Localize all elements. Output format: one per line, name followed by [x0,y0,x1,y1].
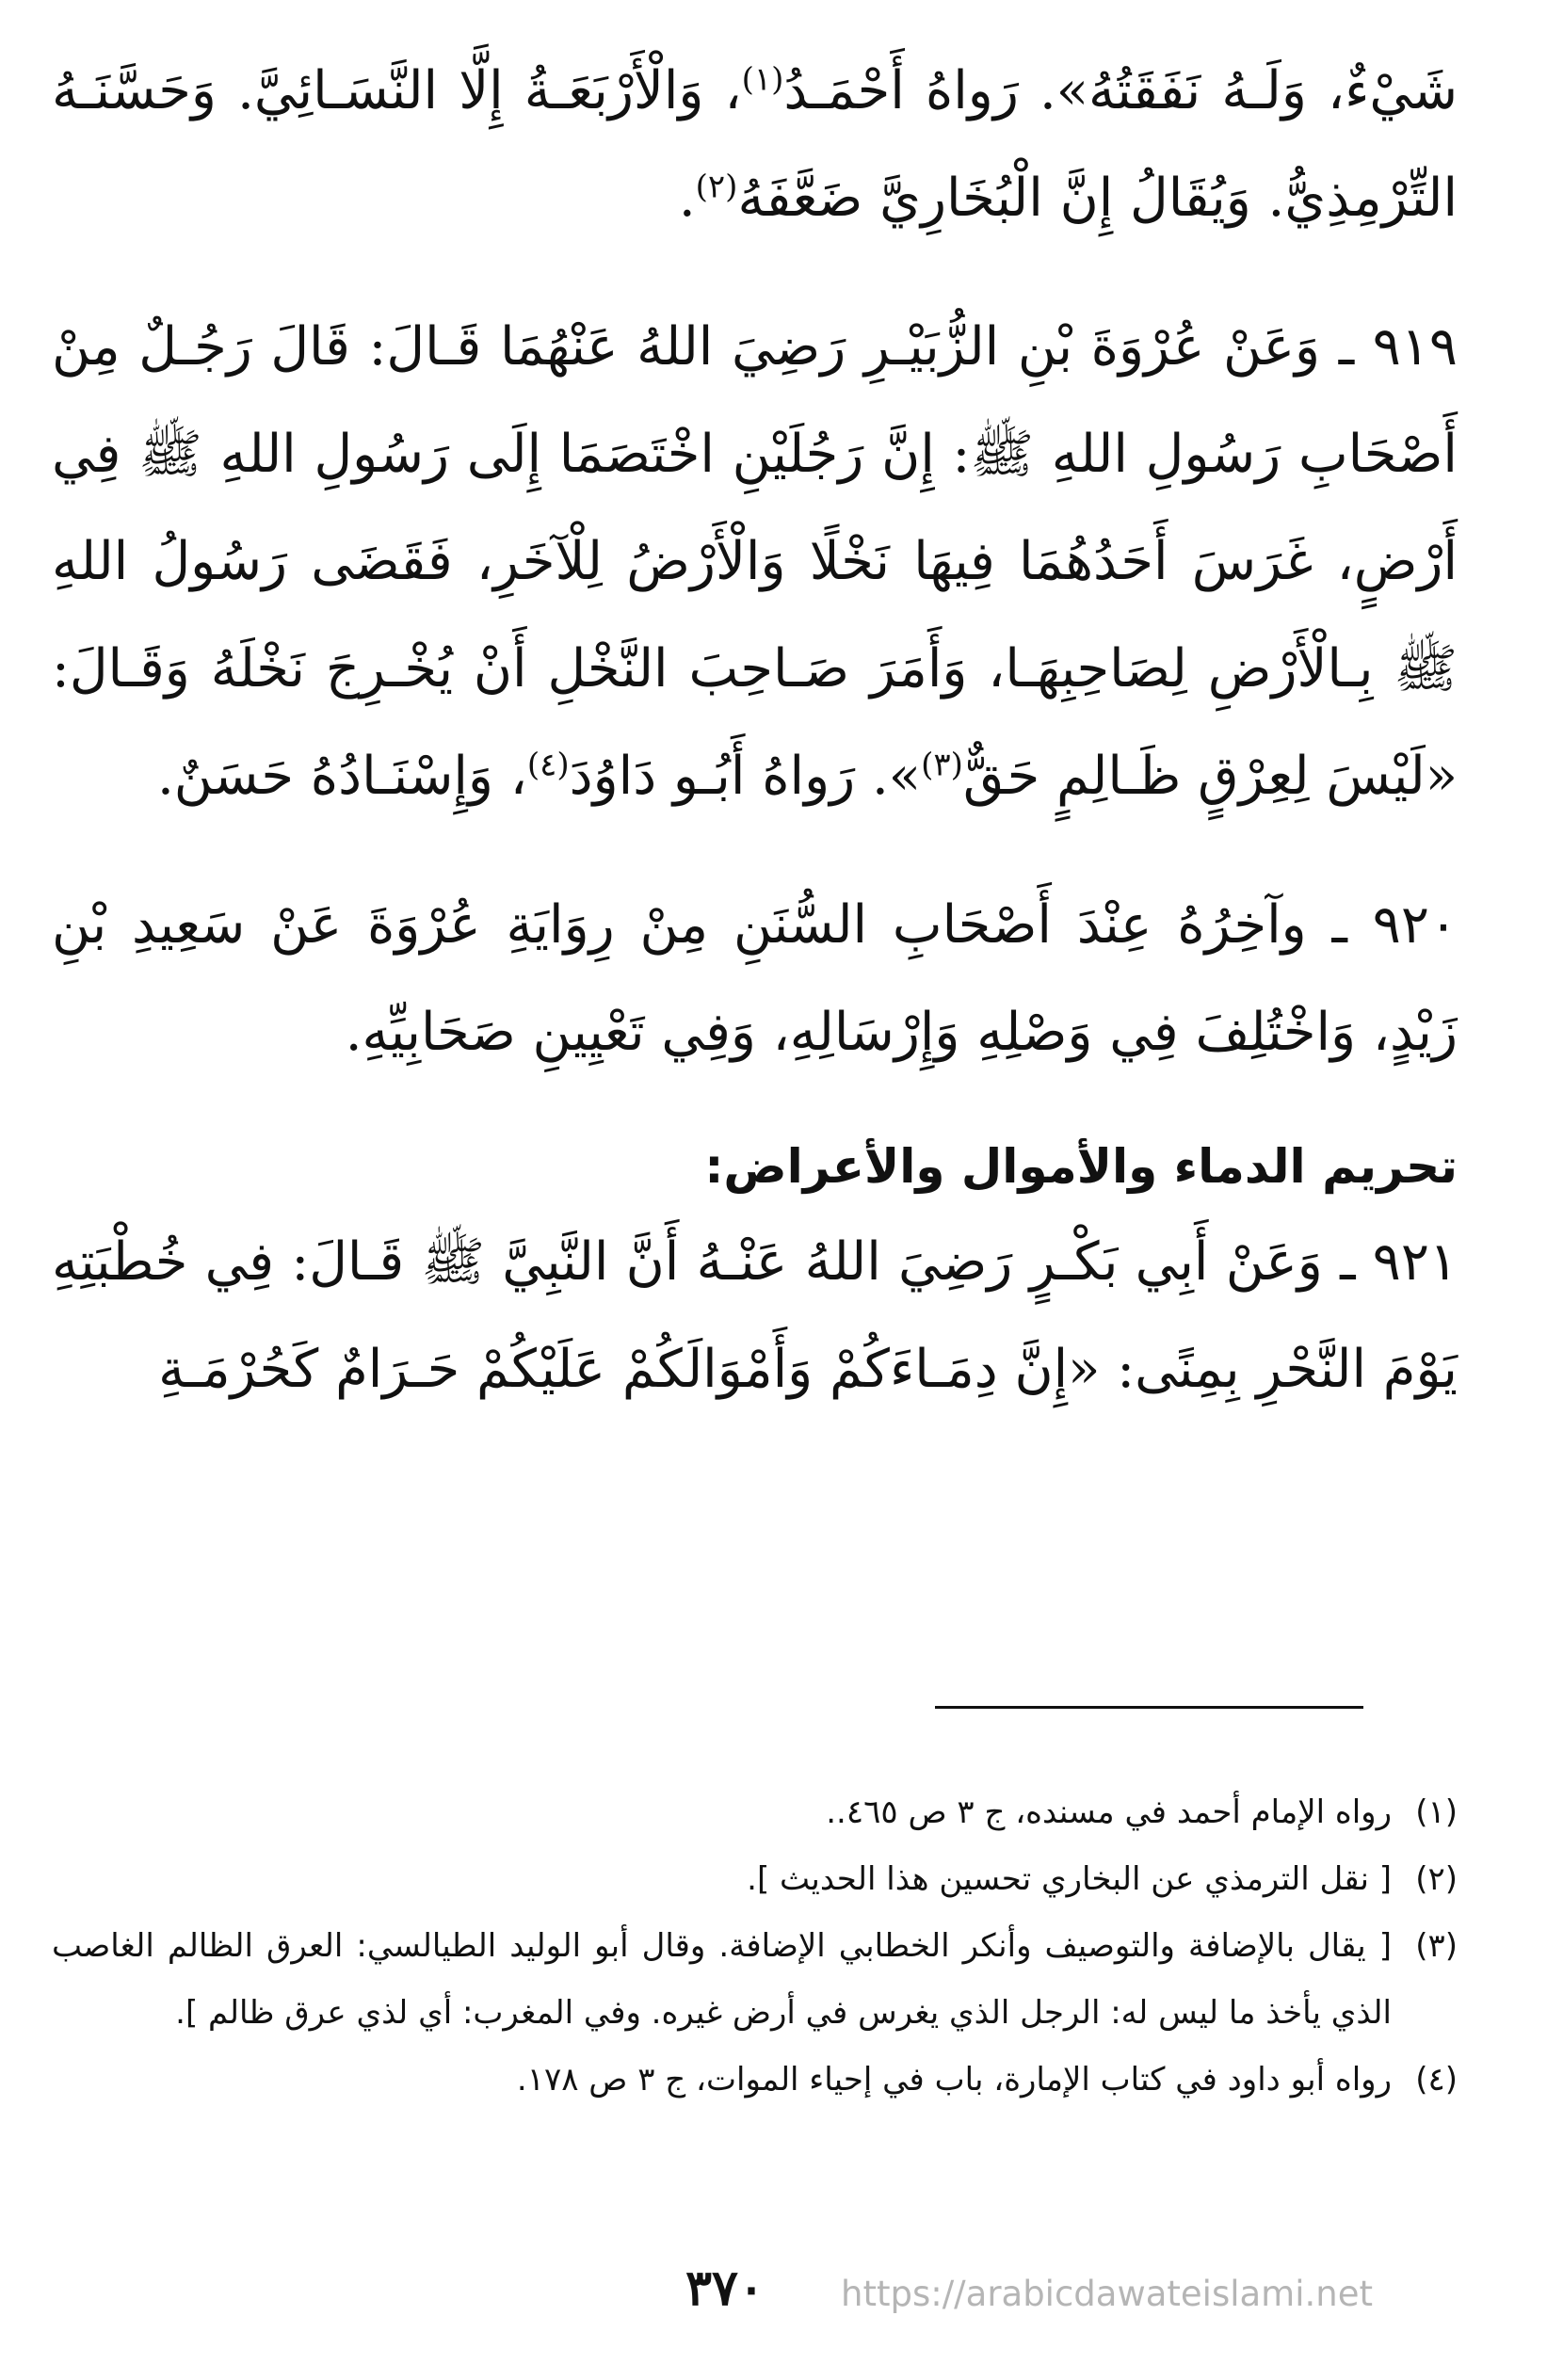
footnote-text: رواه أبو داود في كتاب الإمارة، باب في إحياء الموات، ج ٣ ص ١٧٨. [516,2061,1392,2099]
footnote-number: (٢) [1415,1860,1458,1898]
hadith-920: ٩٢٠ ـ وآخِرُهُ عِنْدَ أَصْحَابِ السُّنَنِ مِنْ رِوَايَةِ عُرْوَةَ عَنْ سَعِيدِ بْنِ زَيْدٍ، وَاخْتُلِفَ فِي وَصْلِهِ وَإِرْسَالِهِ، وَفِي تَعْيِينِ صَحَابِيِّهِ. [52,894,1458,1063]
footnote-ref-3: (٣) [921,746,963,784]
footnote-3 [52,1913,1458,2047]
page-number: ٣٧٠ [685,2259,765,2317]
footnote-ref-2: (٢) [695,168,738,206]
footnote-number: (٤) [1415,2061,1458,2099]
footnote-ref-1: (١) [741,60,784,99]
spacer [52,830,1458,872]
intro-text-c: . [678,168,696,229]
footnote-separator [935,1706,1363,1709]
watermark-url: https://arabicdawateislami.net [841,2274,1373,2314]
footnote-ref-4: (٤) [526,746,570,784]
footnotes [52,1779,1458,2114]
spacer [52,252,1458,294]
intro-text-a: شَيْءٌ، وَلَـهُ نَفَقَتُهُ». رَواهُ أَحْمَـدُ [783,60,1458,121]
hadith-919 [52,294,1458,830]
hadith-919-text-a: ٩١٩ ـ وَعَنْ عُرْوَةَ بْنِ الزُّبَيْـرِ رَضِيَ اللهُ عَنْهُمَا قَـالَ: قَالَ رَجُـلٌ مِنْ أَصْحَابِ رَسُولِ اللهِ ﷺ: إِنَّ رَجُلَيْنِ اخْتَصَمَا إِلَى رَسُولِ اللهِ ﷺ فِي أَرْضٍ، غَرَسَ أَحَدُهُمَا فِيهَا نَخْلًا وَالْأَرْضُ لِلْآخَرِ، فَقَضَى رَسُولُ اللهِ ﷺ بِـالْأَرْضِ لِصَاحِبِهَـا، وَأَمَرَ صَـاحِبَ النَّخْلِ أَنْ يُخْـرِجَ نَخْلَهُ وَقَـالَ: «لَيْسَ لِعِرْقٍ ظَـالِمٍ حَقٌّ [52,316,1458,807]
footnote-1 [52,1779,1458,1846]
footnote-number: (١) [1415,1793,1458,1831]
footnote-number: (٣) [1415,1927,1458,1965]
paragraph-intro [52,38,1458,252]
footnote-4 [52,2047,1458,2114]
intro-text-b: ، وَالْأَرْبَعَـةُ إِلَّا النَّسَـائِيَّ. وَحَسَّنَـهُ التِّرْمِذِيُّ. وَيُقَالُ إِنَّ الْبُخَارِيَّ ضَعَّفَهُ [52,60,1458,229]
main-text [52,38,1458,1423]
hadith-919-text-c: ، وَإِسْنَـادُهُ حَسَنٌ. [157,746,527,807]
footnote-text: رواه الإمام أحمد في مسنده، ج ٣ ص ٤٦٥.. [826,1793,1392,1831]
hadith-919-text-b: ». رَواهُ أَبُـو دَاوُدَ [569,746,922,807]
footnote-text: [ يقال بالإضافة والتوصيف وأنكر الخطابي الإضافة. وقال أبو الوليد الطيالسي: العرق الظالم الغاصب الذي يأخذ ما ليس له: الرجل الذي يغرس في أرض غيره. وفي المغرب: أي لذي عرق ظالم ]. [52,1927,1392,2032]
footnote-2 [52,1846,1458,1913]
section-heading: تحريم الدماء والأموال والأعراض: [704,1139,1458,1194]
footnote-text: [ نقل الترمذي عن البخاري تحسين هذا الحديث ]. [747,1860,1392,1898]
spacer [52,1086,1458,1124]
hadith-921: ٩٢١ ـ وَعَنْ أَبِي بَكْـرٍ رَضِيَ اللهُ عَنْـهُ أَنَّ النَّبِيَّ ﷺ قَـالَ: فِي خُطْبَتِهِ يَوْمَ النَّحْرِ بِمِنًى: «إِنَّ دِمَـاءَكُمْ وَأَمْوَالَكُمْ عَلَيْكُمْ حَـرَامٌ كَحُرْمَـةِ [52,1231,1458,1400]
